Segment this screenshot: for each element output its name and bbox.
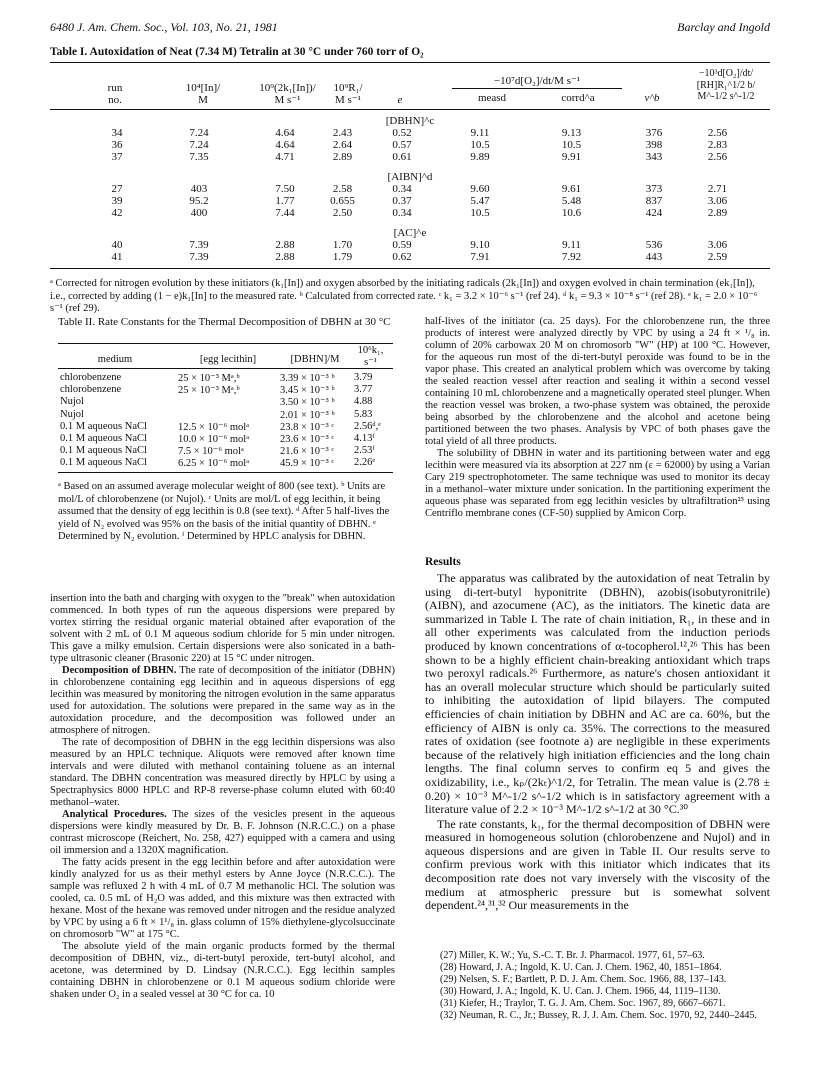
table2-cell: 3.45 × 10⁻³ ᵇ — [280, 385, 335, 397]
reference-item: (28) Howard, J. A.; Ingold, K. U. Can. J. Chem. 1962, 40, 1851–1864. — [440, 962, 722, 973]
table2-bottom-rule — [58, 472, 393, 473]
table2-cell: 7.5 × 10⁻⁶ molᵃ — [178, 446, 244, 458]
table2-cell: 21.6 × 10⁻³ ᶜ — [280, 446, 335, 458]
table1-cell: 10.5 — [561, 139, 582, 151]
author-names: Barclay and Ingold — [677, 20, 770, 34]
table2-cell: 3.79 — [354, 372, 373, 383]
table1-cell: 2.83 — [707, 139, 728, 151]
table1-cell: 2.88 — [275, 251, 295, 263]
table1-cell: 2.89 — [707, 207, 728, 219]
t1-header-e: e — [397, 94, 403, 106]
table2-header-rule — [58, 368, 393, 369]
table1-cell: 34 — [111, 127, 123, 139]
table1-cell: 7.24 — [189, 139, 209, 151]
table1-cell: 424 — [645, 207, 663, 219]
table2 — [58, 343, 393, 483]
t1-header-group: −10⁷d[O₂]/dt/M s⁻¹ — [493, 75, 581, 87]
table1-cell: 2.58 — [332, 183, 353, 195]
table1-cell: 7.92 — [561, 251, 582, 263]
table1-cell: 0.61 — [392, 151, 412, 163]
table2-row — [58, 433, 393, 445]
table1-cell: 2.71 — [707, 183, 728, 195]
table2-row — [58, 445, 393, 457]
t2-header-egg-lecithin: [egg lecithin] — [199, 354, 257, 365]
table1-cell: 2.64 — [332, 139, 353, 151]
table1-cell: 9.91 — [561, 151, 582, 163]
paragraph: half-lives of the initiator (ca. 25 days). For the chlorobenzene run, the three products of interest were analyzed directly by VPC by using a 24 ft × ¹/₈ in. column of 20% carbowax 20 M on chromosorb "W" (HP) at 100 °C. However, for the aqueous run most of the di-tert-butyl peroxide was found to be in the vapor phase. This created an analytical problem which was overcome by taking the sealed reaction vessel after reaction and sealing it within a second vessel containing 10 mL chlorobenzene and a magnetically operated steel plunger. When the reaction vessel was broken, a two-phase system was obtained, the peroxide being absorbed by the chlorobenzene and the alcohol and acetone being partitioned between the two phases. Analysis by VPC of both phases gave the total yield of all three products. — [425, 316, 770, 447]
table2-cell: 25 × 10⁻³ Mᵃ,ᵇ — [178, 373, 240, 384]
table1-cell: 7.35 — [189, 151, 209, 163]
table1-cell: 10.6 — [561, 207, 582, 219]
table2-cell: 23.8 × 10⁻³ ᶜ — [280, 421, 335, 433]
table2-row — [58, 421, 393, 433]
table2-cell: 3.77 — [354, 384, 373, 396]
table2-cell: Nujol — [60, 396, 84, 408]
table1-cell: 37 — [111, 151, 123, 163]
table1 — [50, 60, 770, 270]
table1-cell: 0.52 — [392, 127, 412, 139]
t1-header-run: run no. — [107, 82, 123, 106]
journal-citation: 6480 J. Am. Chem. Soc., Vol. 103, No. 21, 1981 — [50, 20, 278, 34]
paragraph: The solubility of DBHN in water and its partitioning between water and egg lecithin were measured via its absorption at 227 nm (ε = 62000) by using a Varian Cary 219 spectrophotometer. The same technique was used to monitor its decay in a methanol–water mixture under sonication. In the partitioning experiment the aqueous phase was separated from egg lecithin vesicles by ultrafiltration²³ using Centriflo membrane cones (CF-50) supplied by Amicon Corp. — [425, 448, 770, 519]
section-heading: Analytical Procedures. — [62, 809, 167, 820]
table2-cell: 10.0 × 10⁻⁶ molᵃ — [178, 434, 250, 445]
table2-cell: 0.1 M aqueous NaCl — [60, 457, 147, 469]
table1-cell: 343 — [645, 151, 663, 163]
table1-footnote: ᵃ Corrected for nitrogen evolution by these initiators (k₁[In]) and oxygen absorbed by the initiating radicals (2k₁[In]) and oxygen evolved in chain termination (ek₁[In]), i.e., corrected by adding (1 − e)k₁[In] to the measured rate. ᵇ Calculated from corrected rate. ᶜ k₁ = 3.2 × 10⁻⁶ s⁻¹ (ref 24). ᵈ k₁ = 9.3 × 10⁻⁸ s⁻¹ (ref 28). ᵉ k₁ = 2.0 × 10⁻⁶ s⁻¹ (ref 29). — [50, 278, 758, 314]
t1-header-ri: 10⁹R₁/ M s⁻¹ — [333, 82, 363, 106]
table1-cell: 1.79 — [332, 251, 353, 263]
table1-cell: 10.5 — [470, 139, 490, 151]
table1-header-rule — [50, 109, 770, 110]
table1-cell: 0.37 — [392, 195, 412, 207]
table1-cell: 5.48 — [561, 195, 582, 207]
table2-cell: 4.13ᶠ — [354, 433, 375, 444]
table1-cell: 1.70 — [332, 239, 353, 251]
table1-group-label: [AIBN]^d — [387, 171, 433, 183]
results-body — [425, 572, 770, 914]
table2-cell: 0.1 M aqueous NaCl — [60, 445, 147, 457]
reference-item: (32) Neuman, R. C., Jr.; Bussey, R. J. J. Am. Chem. Soc. 1970, 92, 2440–2445. — [440, 1010, 757, 1021]
t2-header-medium: medium — [97, 354, 133, 365]
table1-cell: 36 — [111, 139, 123, 151]
paragraph: The fatty acids present in the egg lecithin before and after autoxidation were kindly analyzed for us as their methyl esters by Anne Joyce (N.R.C.C.). The sample was refluxed 2 h with 4 mL of 0.7 M methanolic HCl. The solution was cooled, ca. 0.5 mL of H₂O was added, and this mixture was then extracted with hexane. Most of the hexane was removed under nitrogen and the residue analyzed by VPC by using a 6 ft × 1¹/₈ in. glass column of 15% diethylene-glycolsuccinate on chromosorb "W" at 175 °C. — [50, 857, 395, 940]
table1-cell: 403 — [190, 183, 208, 195]
table2-cell: 12.5 × 10⁻⁶ molᵃ — [178, 421, 250, 433]
table1-cell: 373 — [645, 183, 663, 195]
table2-cell: chlorobenzene — [60, 372, 122, 383]
left-column-body — [50, 593, 395, 1001]
section-heading: Decomposition of DBHN. — [62, 665, 177, 676]
table1-cell: 9.60 — [470, 183, 490, 195]
reference-item: (31) Kiefer, H.; Traylor, T. G. J. Am. Chem. Soc. 1967, 89, 6667–6671. — [440, 998, 726, 1009]
table1-cell: 2.89 — [332, 151, 353, 163]
table2-cell: 2.56ᵈ,ᵉ — [354, 420, 381, 432]
paragraph-text: The sizes of the vesicles present in the aqueous dispersions were kindly measured by Dr. B. F. Johnson (N.R.C.C.) on a phase contrast microscope (Reichert, No. 258, 427) equipped with a camera and using oil immersion and a 1320X magnification. — [50, 809, 395, 856]
paragraph-text: The rate of decomposition of the initiator (DBHN) in chlorobenzene containing egg lecithin and in aqueous dispersions of egg lecithin was measured by monitoring the nitrogen evolution in the same apparatus used for autoxidation. The solutions were prepared in the same way as in the autoxidation procedure, and the decomposition was followed under an atmosphere of nitrogen. — [50, 665, 395, 736]
table1-cell: 7.91 — [470, 251, 490, 263]
table1-cell: 95.2 — [189, 195, 209, 207]
table2-cell: 2.01 × 10⁻³ ᵇ — [280, 409, 335, 421]
table2-cell: 25 × 10⁻³ Mᵃ,ᵇ — [178, 385, 240, 397]
table1-cell: 2.56 — [707, 151, 728, 163]
table1-cell: 7.39 — [189, 239, 209, 251]
table1-bottom-rule — [50, 268, 770, 269]
t1-group-rule — [452, 88, 622, 89]
table1-group-label: [AC]^e — [393, 227, 427, 239]
table2-cell: 5.83 — [354, 408, 373, 420]
reference-item: (27) Miller, K. W.; Yu, S.-C. T. Br. J. Pharmacol. 1977, 61, 57–63. — [440, 950, 705, 961]
table1-cell: 536 — [645, 239, 663, 251]
table2-row — [58, 384, 393, 396]
paragraph: The rate of decomposition of DBHN in the egg lecithin dispersions was also measured by an HPLC technique. Aliquots were removed after known time intervals and were diluted with methanol containing toluene as an internal standard. The DBHN concentration was measured directly by HPLC by using a Spectraphysics 8000 HPLC and RP-8 reverse-phase column eluted with 60:40 methanol–water. — [50, 737, 395, 808]
table1-cell: 9.10 — [470, 239, 490, 251]
paragraph-decomposition — [50, 665, 395, 737]
table1-cell: 0.62 — [392, 251, 412, 263]
table1-cell: 0.655 — [330, 195, 355, 207]
table1-cell: 3.06 — [707, 195, 728, 207]
table1-cell: 7.50 — [275, 183, 295, 195]
table1-cell: 376 — [645, 127, 663, 139]
table2-cell: chlorobenzene — [60, 384, 122, 396]
table1-group-label: [DBHN]^c — [385, 115, 435, 127]
table1-cell: 7.24 — [189, 127, 209, 139]
t2-header-dbhn: [DBHN]/M — [290, 354, 340, 365]
reference-item: (30) Howard, J. A.; Ingold, K. U. Can. J. Chem. 1966, 44, 1119–1130. — [440, 986, 721, 997]
table2-row — [58, 372, 393, 384]
table2-row — [58, 409, 393, 421]
table1-cell: 40 — [111, 239, 123, 251]
table1-cell: 2.59 — [707, 251, 728, 263]
results-heading: Results — [425, 556, 461, 568]
table1-top-rule — [50, 62, 770, 63]
t1-header-in: 10⁴[In]/ M — [185, 82, 221, 106]
table1-cell: 42 — [111, 207, 123, 219]
table1-cell: 0.34 — [392, 207, 412, 219]
table2-cell: 3.50 × 10⁻³ ᵇ — [280, 397, 335, 409]
table2-footnote: ᵃ Based on an assumed average molecular weight of 800 (see text). ᵇ Units are mol/L of chlorobenzene (or Nujol). ᶜ Units are mol/L of egg lecithin, it being assumed that the density of egg lecithin is 0.8 (see text). ᵈ After 5 half-lives the yield of N₂ evolved was 95% on the basis of the initial quantity of DBHN. ᵉ Determined by N₂ evolution. ᶠ Determined by HPLC analysis for DBHN. — [58, 481, 390, 542]
table1-cell: 9.13 — [561, 127, 582, 139]
table1-cell: 4.64 — [275, 139, 295, 151]
table1-cell: 2.88 — [275, 239, 295, 251]
t2-header-k1: 10⁶k₁, s⁻¹ — [357, 345, 384, 368]
table1-cell: 2.50 — [332, 207, 353, 219]
table2-cell: 0.1 M aqueous NaCl — [60, 420, 147, 432]
table1-cell: 443 — [645, 251, 663, 263]
table2-row — [58, 396, 393, 408]
table1-cell: 2.56 — [707, 127, 728, 139]
table1-cell: 39 — [111, 195, 123, 207]
table2-cell: 45.9 × 10⁻³ ᶜ — [280, 458, 335, 470]
table2-cell: 2.26ᵉ — [354, 457, 376, 469]
table1-cell: 5.47 — [470, 195, 490, 207]
t1-header-corrd: corrd^a — [561, 92, 595, 104]
table2-cell: 2.53ᶠ — [354, 445, 375, 457]
table2-cell: 3.39 × 10⁻³ ᵇ — [280, 373, 335, 384]
table1-cell: 9.61 — [561, 183, 582, 195]
table2-row — [58, 457, 393, 469]
table1-cell: 7.44 — [275, 207, 295, 219]
t1-header-rate-in: 10⁹(2k₁[In])/ M s⁻¹ — [259, 82, 316, 106]
table1-cell: 4.64 — [275, 127, 295, 139]
table1-cell: 0.59 — [392, 239, 412, 251]
table1-cell: 9.89 — [470, 151, 490, 163]
paragraph: insertion into the bath and charging with oxygen to the "break" when autoxidation commenced. In both types of run the aqueous dispersions were prepared by vortex stirring the residual organic material obtained after evaporation of the solvent with 2 mL of 0.1 M aqueous sodium chloride for 5 min under nitrogen. This gave a milky emulsion. Certain dispersions were also sonicated in a bath-type ultrasonic cleaner (Brasonic 220) at 15 °C under nitrogen. — [50, 593, 395, 664]
table1-cell: 10.5 — [470, 207, 490, 219]
paragraph-analytical — [50, 809, 395, 857]
references — [440, 950, 770, 1022]
paragraph: The absolute yield of the main organic products formed by the thermal decomposition of DBHN, viz., di-tert-butyl peroxide, tert-butyl alcohol, and acetone, was determined by D. Lindsay (N.R.C.C.). Egg lecithin samples containing DBHN in chlorobenzene or 0.1 M aqueous sodium chloride were shaken under O₂ in a sealed vessel at 30 °C for ca. 10 — [50, 941, 395, 1000]
table1-cell: 3.06 — [707, 239, 728, 251]
table1-cell: 0.57 — [392, 139, 412, 151]
table2-cell: 23.6 × 10⁻³ ᶜ — [280, 434, 335, 445]
table2-caption: Table II. Rate Constants for the Thermal Decomposition of DBHN at 30 °C — [58, 316, 391, 328]
table1-cell: 837 — [645, 195, 663, 207]
table1-cell: 400 — [190, 207, 208, 219]
table2-cell: 4.88 — [354, 396, 373, 408]
t1-header-measd: measd — [477, 92, 507, 104]
paragraph: The apparatus was calibrated by the autoxidation of neat Tetralin by using di-tert-butyl hyponitrite (DBHN), azobis(isobutyronitrile) (AIBN), and azocumene (AC), as the initiators. The kinetic data are summarized in Table I. The rate of chain initiation, R₁, in these and in all other experiments was calculated from the induction periods produced by known concentrations of α-tocopherol.¹²,²⁶ This has been shown to be a highly efficient chain-breaking antioxidant which traps two peroxyl radicals.²⁶ Furthermore, as nature's chosen antioxidant it has an overall molecular structure which should be particularly suited to inhibiting the autoxidation of lipid bilayers. The computed efficiencies of chain initiation by DBHN and AC are ca. 60%, but the efficiency of AIBN is only ca. 35%. The corrections to the measured rates of oxidation (see footnote a) are negligible in these experiments because of the relatively high initiation efficiencies and the long chain lengths. The final column serves to confirm eq 5 and gives the oxidizability, i.e., kₚ/(2kₜ)^1/2, for Tetralin. The mean value is (2.78 ± 0.20) × 10⁻³ M^-1/2 s^-1/2 which is in satisfactory agreement with a literature value of 2.2 × 10⁻³ M^-1/2 s^-1/2 at 30 °C.³⁰ — [425, 571, 770, 817]
table1-cell: 4.71 — [275, 151, 295, 163]
table1-cell: 7.39 — [189, 251, 209, 263]
right-column-top — [425, 316, 770, 520]
table2-cell: Nujol — [60, 408, 84, 420]
reference-item: (29) Nelsen, S. F.; Bartlett, P. D. J. Am. Chem. Soc. 1966, 88, 137–143. — [440, 974, 727, 985]
table2-top-rule — [58, 343, 393, 344]
table1-cell: 41 — [111, 251, 123, 263]
t1-header-nu: ν^b — [644, 92, 660, 104]
table2-cell: 6.25 × 10⁻⁶ molᵃ — [178, 458, 250, 470]
table1-caption: Table I. Autoxidation of Neat (7.34 M) Tetralin at 30 °C under 760 torr of O₂ — [50, 46, 424, 58]
table1-cell: 27 — [111, 183, 123, 195]
t1-header-oxidizability: −10³d[O₂]/dt/ [RH]R₁^1/2 b/ M^-1/2 s^-1/2 — [696, 68, 756, 102]
table1-cell: 0.34 — [392, 183, 412, 195]
table1-cell: 9.11 — [470, 127, 490, 139]
table1-cell: 2.43 — [332, 127, 353, 139]
table1-cell: 1.77 — [275, 195, 295, 207]
table2-cell: 0.1 M aqueous NaCl — [60, 433, 147, 444]
paragraph: The rate constants, k₁, for the thermal decomposition of DBHN were measured in homogeneous solution (chlorobenzene and Nujol) and in aqueous dispersions and are given in Table II. Our results serve to confirm previous work with this initiator which indicates that its decomposition rate does not vary inversely with the viscosity of the medium at atmospheric pressure but is somewhat solvent dependent.²⁴,³¹,³² Our measurements in the — [425, 816, 770, 913]
table1-cell: 398 — [645, 139, 663, 151]
table1-cell: 9.11 — [562, 239, 581, 251]
